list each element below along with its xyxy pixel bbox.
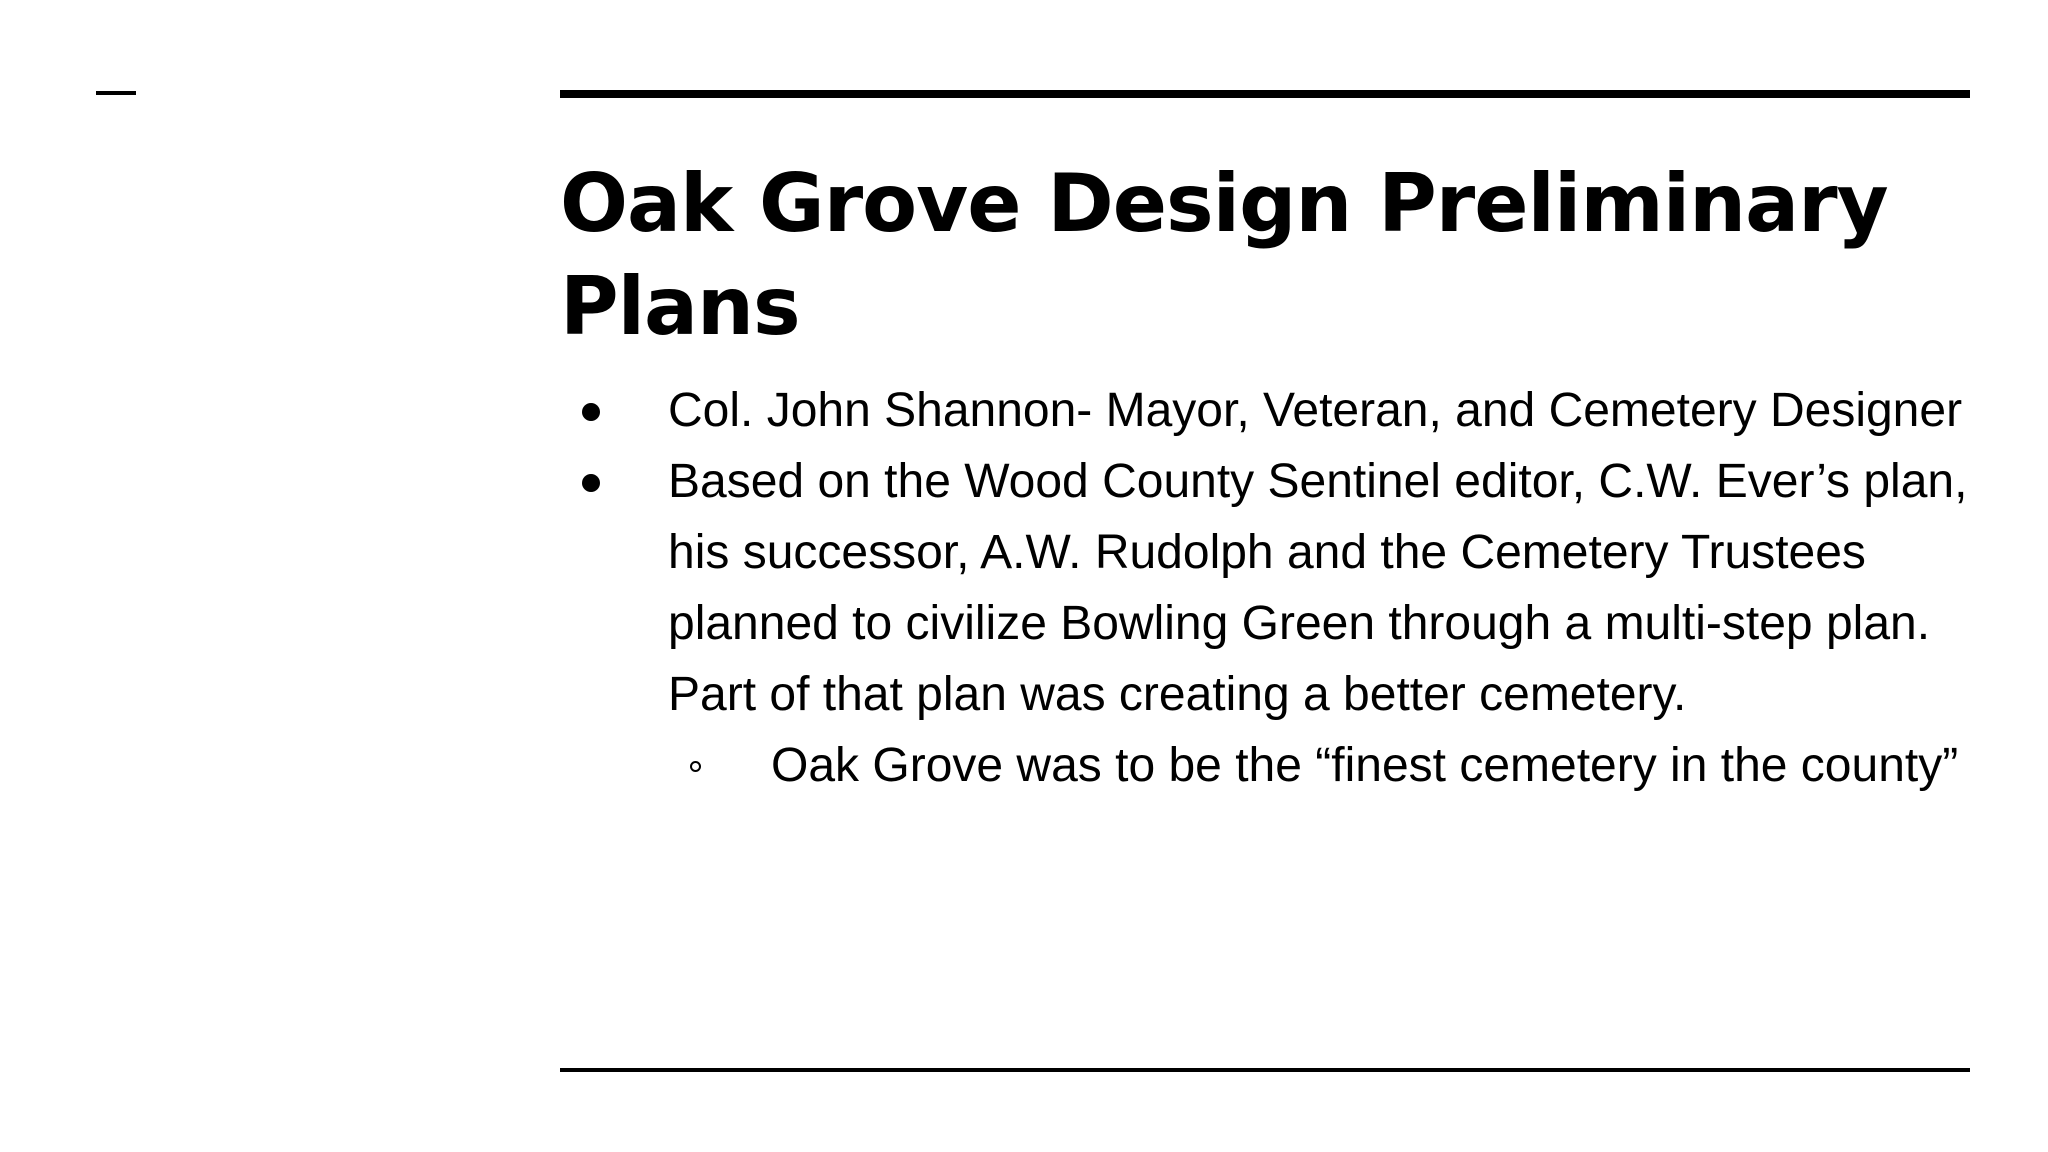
bullet-item: [560, 375, 1970, 446]
slide-corner-dash: [96, 91, 136, 95]
bullet-text: Col. John Shannon- Mayor, Veteran, and Cemetery Designer: [668, 384, 1963, 437]
sub-bullet-item: [668, 730, 1970, 801]
slide-title: Oak Grove Design Preliminary Plans: [560, 157, 1888, 353]
sub-bullet-text: Oak Grove was to be the “finest cemetery in the county”: [771, 739, 1959, 792]
hollow-circle-bullet-icon: [690, 761, 701, 772]
bullet-item: [560, 446, 1970, 801]
bullet-list: [560, 375, 1970, 801]
bottom-divider-rule: [560, 1068, 1970, 1072]
bullet-dot-icon: [582, 403, 600, 421]
top-divider-rule: [560, 90, 1970, 98]
sub-bullet-list: [668, 730, 1970, 801]
bullet-text: Based on the Wood County Sentinel editor, C.W. Ever’s plan, his successor, A.W. Rudolph and the Cemetery Trustees planned to civilize Bowling Green through a multi-step plan. Part of that plan was creating a better cemetery.: [668, 455, 1968, 721]
bullet-dot-icon: [582, 474, 600, 492]
